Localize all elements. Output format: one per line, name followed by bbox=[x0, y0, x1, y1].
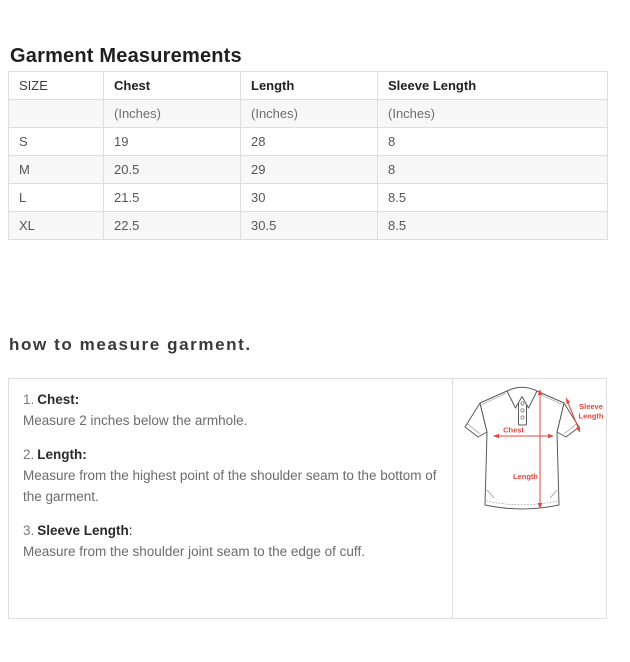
size-table bbox=[8, 71, 608, 240]
instruction-number: 3. bbox=[23, 523, 35, 538]
button-icon bbox=[520, 402, 523, 405]
sleeve-cell: 8.5 bbox=[378, 184, 608, 212]
size-cell: XL bbox=[9, 212, 104, 240]
instruction-item-sleeve-length bbox=[23, 520, 438, 562]
instruction-text: Measure 2 inches below the armhole. bbox=[23, 413, 248, 428]
button-icon bbox=[520, 409, 523, 412]
units-cell: (Inches) bbox=[104, 100, 241, 128]
diagram-cell bbox=[453, 379, 606, 618]
chest-cell: 20.5 bbox=[104, 156, 241, 184]
table-row-l bbox=[9, 184, 608, 212]
chest-arrow-label: Chest bbox=[502, 425, 524, 435]
units-cell-empty bbox=[9, 100, 104, 128]
sleeve-length-label-line1: Sleeve bbox=[578, 402, 603, 411]
instruction-title bbox=[23, 444, 438, 465]
instruction-label: Length: bbox=[37, 447, 87, 462]
table-row-m bbox=[9, 156, 608, 184]
instruction-item-chest bbox=[23, 389, 438, 431]
button-icon bbox=[520, 416, 523, 419]
units-cell: (Inches) bbox=[241, 100, 378, 128]
instruction-text: Measure from the shoulder joint seam to the edge of cuff. bbox=[23, 544, 365, 559]
units-row bbox=[9, 100, 608, 128]
polo-shirt-outline bbox=[465, 387, 579, 509]
instruction-label: Sleeve Length bbox=[37, 523, 129, 538]
measure-guide-box bbox=[8, 378, 607, 619]
table-row-xl bbox=[9, 212, 608, 240]
units-cell: (Inches) bbox=[378, 100, 608, 128]
instructions-cell bbox=[9, 379, 453, 618]
sleeve-cell: 8.5 bbox=[378, 212, 608, 240]
length-cell: 28 bbox=[241, 128, 378, 156]
col-header-sleeve: Sleeve Length bbox=[378, 72, 608, 100]
sleeve-cell: 8 bbox=[378, 128, 608, 156]
instruction-number: 1. bbox=[23, 392, 35, 407]
col-header-chest: Chest bbox=[104, 72, 241, 100]
arrowhead-icon bbox=[566, 398, 570, 404]
placket-buttons bbox=[520, 402, 523, 419]
length-arrow-label: Length bbox=[512, 472, 538, 481]
col-header-size: SIZE bbox=[9, 72, 104, 100]
instruction-title: 3. Sleeve Length: bbox=[23, 523, 133, 538]
instruction-text: Measure from the highest point of the shoulder seam to the bottom of the garment. bbox=[23, 468, 437, 504]
size-cell: M bbox=[9, 156, 104, 184]
size-cell: L bbox=[9, 184, 104, 212]
garment-diagram-image bbox=[454, 382, 606, 534]
sleeve-length-label-line2: Length bbox=[578, 411, 603, 421]
table-row-s bbox=[9, 128, 608, 156]
table-header-row bbox=[9, 72, 608, 100]
page-title: Garment Measurements bbox=[10, 45, 242, 68]
instruction-label: Chest: bbox=[37, 392, 80, 407]
chest-cell: 19 bbox=[104, 128, 241, 156]
length-cell: 30.5 bbox=[241, 212, 378, 240]
size-cell: S bbox=[9, 128, 104, 156]
col-header-length: Length bbox=[241, 72, 378, 100]
length-cell: 30 bbox=[241, 184, 378, 212]
chest-cell: 21.5 bbox=[104, 184, 241, 212]
instruction-item-length bbox=[23, 444, 438, 507]
instruction-title bbox=[23, 389, 438, 410]
instruction-number: 2. bbox=[23, 447, 35, 462]
chest-cell: 22.5 bbox=[104, 212, 241, 240]
sleeve-cell: 8 bbox=[378, 156, 608, 184]
length-cell: 29 bbox=[241, 156, 378, 184]
how-to-measure-title: how to measure garment. bbox=[9, 335, 252, 355]
